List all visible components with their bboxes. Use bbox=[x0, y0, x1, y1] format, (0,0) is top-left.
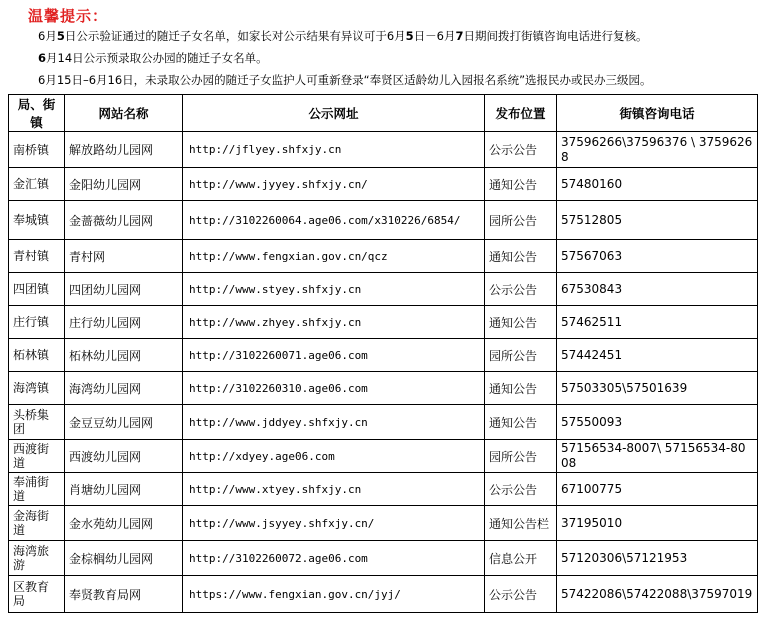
town-cell: 西渡街道 bbox=[9, 440, 65, 473]
table-row bbox=[9, 306, 758, 339]
table-row bbox=[9, 506, 758, 541]
site-name-cell: 金豆豆幼儿园网 bbox=[65, 405, 183, 440]
phone-cell: 67100775 bbox=[557, 473, 758, 506]
notice-title: 温馨提示： bbox=[28, 7, 109, 25]
town-cell: 奉浦街道 bbox=[9, 473, 65, 506]
url-link[interactable]: http://3102260310.age06.com bbox=[183, 372, 485, 405]
position-cell: 公示公告 bbox=[485, 576, 557, 613]
url-link[interactable]: http://www.zhyey.shfxjy.cn bbox=[183, 306, 485, 339]
town-cell: 柘林镇 bbox=[9, 339, 65, 372]
table-row bbox=[9, 541, 758, 576]
town-cell: 庄行镇 bbox=[9, 306, 65, 339]
phone-cell: 67530843 bbox=[557, 273, 758, 306]
table-row bbox=[9, 201, 758, 240]
site-name-cell: 柘林幼儿园网 bbox=[65, 339, 183, 372]
site-name-cell: 庄行幼儿园网 bbox=[65, 306, 183, 339]
position-cell: 通知公告栏 bbox=[485, 506, 557, 541]
url-link[interactable]: http://www.jddyey.shfxjy.cn bbox=[183, 405, 485, 440]
site-name-cell: 金蔷薇幼儿园网 bbox=[65, 201, 183, 240]
notice-bold: 5 bbox=[56, 29, 65, 43]
town-cell: 海湾镇 bbox=[9, 372, 65, 405]
phone-cell: 37596266\37596376 \ 37596268 bbox=[557, 132, 758, 168]
url-link[interactable]: http://www.jyyey.shfxjy.cn/ bbox=[183, 168, 485, 201]
town-cell: 奉城镇 bbox=[9, 201, 65, 240]
position-cell: 通知公告 bbox=[485, 168, 557, 201]
town-cell: 金汇镇 bbox=[9, 168, 65, 201]
header-position: 发布位置 bbox=[485, 95, 557, 132]
notice-text: 月14日公示预录取公办园的随迁子女名单。 bbox=[46, 51, 268, 65]
notice-text: 日－6月 bbox=[413, 29, 456, 43]
url-link[interactable]: http://3102260064.age06.com/x310226/6854/ bbox=[183, 201, 485, 240]
town-cell: 海湾旅游 bbox=[9, 541, 65, 576]
phone-cell: 57462511 bbox=[557, 306, 758, 339]
position-cell: 园所公告 bbox=[485, 339, 557, 372]
phone-cell: 57422086\57422088\37597019 bbox=[557, 576, 758, 613]
site-name-cell: 金棕榈幼儿园网 bbox=[65, 541, 183, 576]
position-cell: 通知公告 bbox=[485, 240, 557, 273]
phone-cell: 57442451 bbox=[557, 339, 758, 372]
table-row bbox=[9, 339, 758, 372]
phone-cell: 57550093 bbox=[557, 405, 758, 440]
table-row bbox=[9, 576, 758, 613]
url-link[interactable]: http://www.xtyey.shfxjy.cn bbox=[183, 473, 485, 506]
notice-bold: 6 bbox=[38, 51, 47, 65]
position-cell: 信息公开 bbox=[485, 541, 557, 576]
url-link[interactable]: https://www.fengxian.gov.cn/jyj/ bbox=[183, 576, 485, 613]
url-link[interactable]: http://www.jsyyey.shfxjy.cn/ bbox=[183, 506, 485, 541]
notice-text: 日公示验证通过的随迁子女名单，如家长对公示结果有异议可于6月 bbox=[64, 29, 406, 43]
site-name-cell: 青村网 bbox=[65, 240, 183, 273]
town-cell: 金海街道 bbox=[9, 506, 65, 541]
site-name-cell: 解放路幼儿园网 bbox=[65, 132, 183, 168]
position-cell: 通知公告 bbox=[485, 372, 557, 405]
table-row bbox=[9, 473, 758, 506]
notice-text: 日期间拨打街镇咨询电话进行复核。 bbox=[463, 29, 648, 43]
table-row bbox=[9, 405, 758, 440]
header-phone: 街镇咨询电话 bbox=[557, 95, 758, 132]
header-site: 网站名称 bbox=[65, 95, 183, 132]
site-name-cell: 海湾幼儿园网 bbox=[65, 372, 183, 405]
table-row bbox=[9, 132, 758, 168]
position-cell: 园所公告 bbox=[485, 440, 557, 473]
notice-text: 6月 bbox=[38, 29, 57, 43]
notice-line-3: 6月15日–6月16日，未录取公办园的随迁子女监护人可重新登录“奉贤区适龄幼儿入园报名系统”选报民办或民办三级园。 bbox=[38, 73, 652, 87]
notice-section bbox=[0, 0, 759, 94]
phone-cell: 57512805 bbox=[557, 201, 758, 240]
notice-bold: 7 bbox=[455, 29, 464, 43]
url-link[interactable]: http://xdyey.age06.com bbox=[183, 440, 485, 473]
phone-cell: 37195010 bbox=[557, 506, 758, 541]
site-name-cell: 奉贤教育局网 bbox=[65, 576, 183, 613]
phone-cell: 57120306\57121953 bbox=[557, 541, 758, 576]
phone-cell: 57156534-8007\ 57156534-8008 bbox=[557, 440, 758, 473]
site-name-cell: 西渡幼儿园网 bbox=[65, 440, 183, 473]
url-link[interactable]: http://jflyey.shfxjy.cn bbox=[183, 132, 485, 168]
position-cell: 通知公告 bbox=[485, 405, 557, 440]
url-link[interactable]: http://3102260071.age06.com bbox=[183, 339, 485, 372]
town-cell: 青村镇 bbox=[9, 240, 65, 273]
site-name-cell: 四团幼儿园网 bbox=[65, 273, 183, 306]
phone-cell: 57480160 bbox=[557, 168, 758, 201]
town-cell: 四团镇 bbox=[9, 273, 65, 306]
phone-cell: 57567063 bbox=[557, 240, 758, 273]
position-cell: 园所公告 bbox=[485, 201, 557, 240]
position-cell: 公示公告 bbox=[485, 132, 557, 168]
position-cell: 通知公告 bbox=[485, 306, 557, 339]
notice-bold: 5 bbox=[405, 29, 414, 43]
url-link[interactable]: http://3102260072.age06.com bbox=[183, 541, 485, 576]
site-name-cell: 金阳幼儿园网 bbox=[65, 168, 183, 201]
town-cell: 头桥集团 bbox=[9, 405, 65, 440]
url-link[interactable]: http://www.styey.shfxjy.cn bbox=[183, 273, 485, 306]
town-cell: 区教育局 bbox=[9, 576, 65, 613]
site-name-cell: 肖塘幼儿园网 bbox=[65, 473, 183, 506]
site-name-cell: 金水苑幼儿园网 bbox=[65, 506, 183, 541]
town-cell: 南桥镇 bbox=[9, 132, 65, 168]
header-url: 公示网址 bbox=[183, 95, 485, 132]
notice-line-1 bbox=[38, 28, 648, 44]
table-body bbox=[9, 132, 758, 613]
table-row bbox=[9, 240, 758, 273]
notice-line-2 bbox=[38, 50, 268, 66]
table-header-row bbox=[9, 95, 758, 132]
contact-table bbox=[8, 94, 758, 613]
phone-cell: 57503305\57501639 bbox=[557, 372, 758, 405]
position-cell: 公示公告 bbox=[485, 473, 557, 506]
url-link[interactable]: http://www.fengxian.gov.cn/qcz bbox=[183, 240, 485, 273]
table-row bbox=[9, 273, 758, 306]
table-row bbox=[9, 372, 758, 405]
position-cell: 公示公告 bbox=[485, 273, 557, 306]
table-row bbox=[9, 168, 758, 201]
table-row bbox=[9, 440, 758, 473]
header-town: 局、街镇 bbox=[9, 95, 65, 132]
